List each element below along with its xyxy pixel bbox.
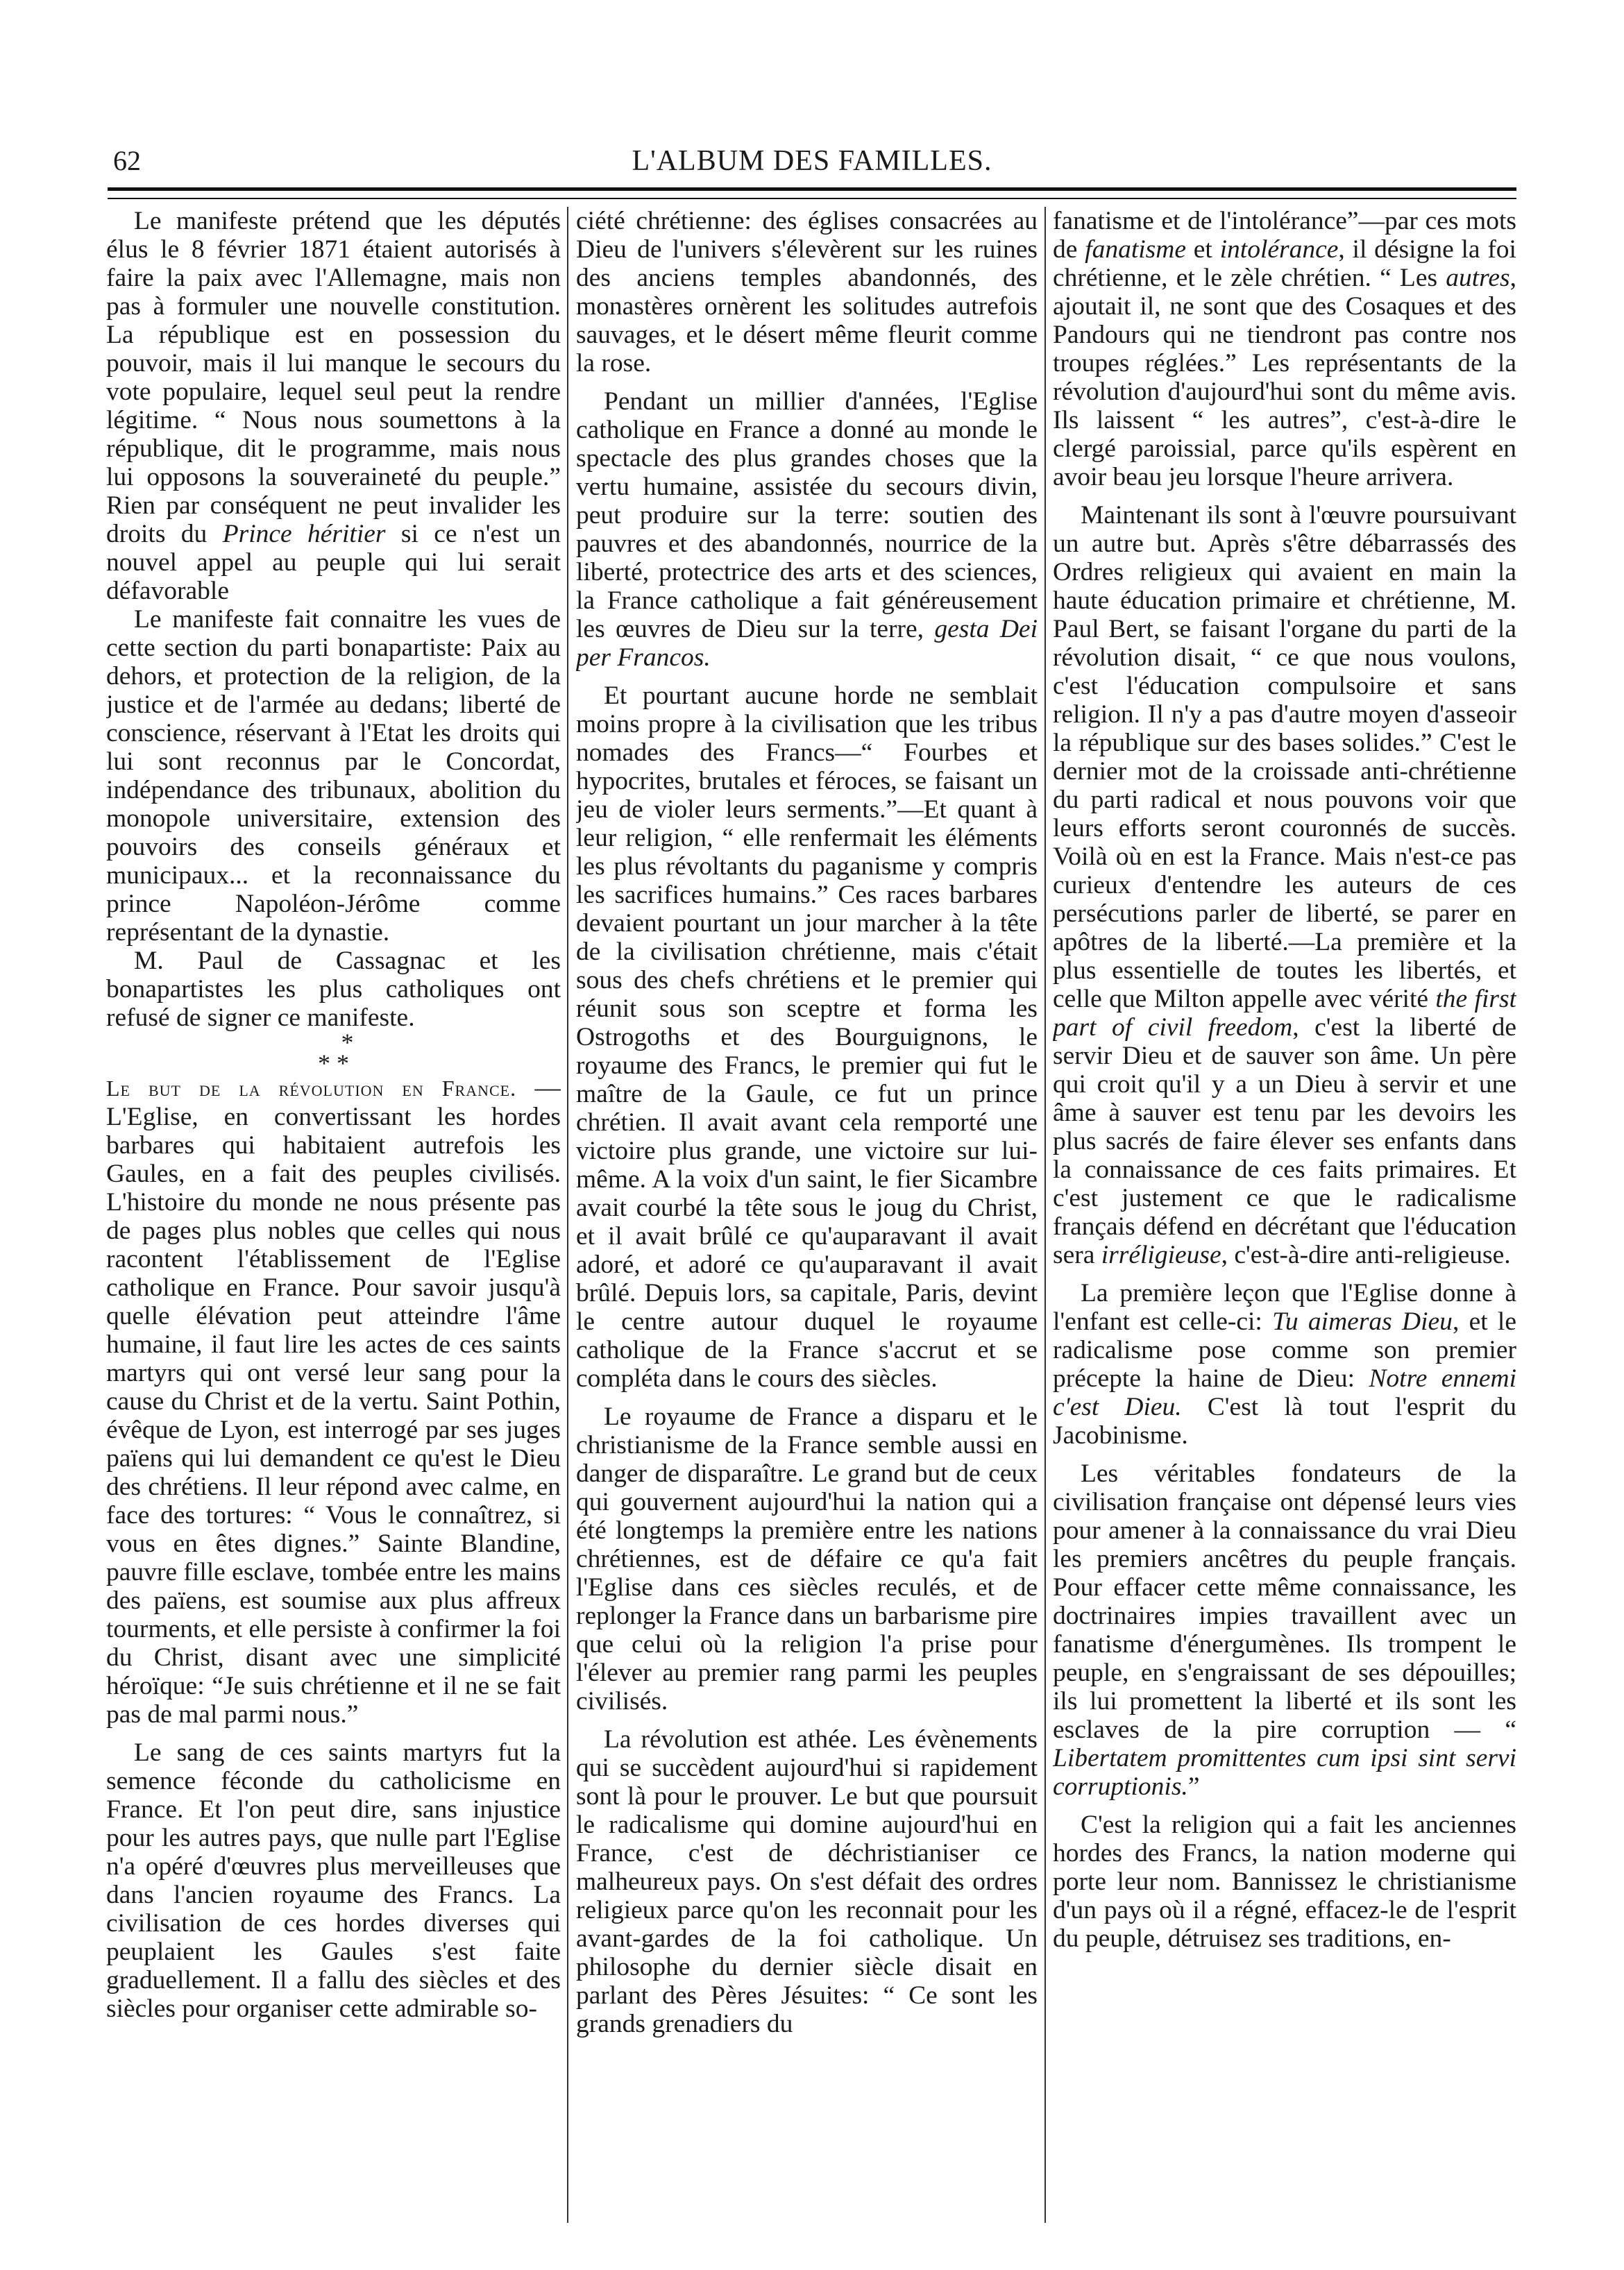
column-divider-2 [1044, 207, 1046, 2223]
page-number: 62 [113, 145, 141, 176]
paragraph: Les véritables fondateurs de la civilisation française ont dépensé leurs vies pour amener à la connaissance du vrai Dieu les premiers ancêtres du peuple français. Pour effacer cette même connaissance, les doctrinaires impies travaillent avec un fanatisme d'énergumènes. Ils trompent le peuple, en s'engraissant de ses dépouilles; ils lui promettent la liberté et ils sont les esclaves de la pire corruption — “ Libertatem promittentes cum ipsi sint servi corruptionis.” [1053, 1459, 1516, 1801]
paragraph: ciété chrétienne: des églises consacrées au Dieu de l'univers s'élevèrent sur les ruines des anciens temples abandonnés, des monastères ornèrent les solitudes autrefois sauvages, et le désert même fleurit comme la rose. [576, 207, 1038, 378]
paragraph: Le sang de ces saints martyrs fut la semence féconde du catholicisme en France. Et l'on peut dire, sans injustice pour les autres pays, que nulle part l'Eglise n'a opéré d'œuvres plus merveilleuses que dans l'ancien royaume des Francs. La civilisation de ces hordes diverses qui peuplaient les Gaules s'est faite graduellement. Il a fallu des siècles et des siècles pour organiser cette admirable so- [106, 1738, 561, 2023]
paragraph: Maintenant ils sont à l'œuvre poursuivant un autre but. Après s'être débarrassés des Ordres religieux qui avaient en main la haute éducation primaire et chrétienne, M. Paul Bert, se faisant l'organe du parti de la révolution disait, “ ce que nous voulons, c'est l'éducation compulsoire et sans religion. Il n'y a pas d'autre moyen d'asseoir la république sur des bases solides.” C'est le dernier mot de la croissade anti-chrétienne du parti radical et nous pouvons voir que leurs efforts seront couronnés de succès. Voilà où en est la France. Mais n'est-ce pas curieux d'entendre les auteurs de ces persécutions parler de liberté, se parer en apôtres de la liberté.—La première et la plus essentielle de toutes les libertés, et celle que Milton appelle avec vérité the first part of civil freedom, c'est la liberté de servir Dieu et de sauver son âme. Un père qui croit qu'il y a un Dieu à servir et une âme à sauver est tenu par les devoirs les plus sacrés de faire élever ses enfants dans la connaissance de ces faits primaires. Et c'est justement ce que le radicalisme français défend en décrétant que l'éducation sera irréligieuse, c'est-à-dire anti-religieuse. [1053, 501, 1516, 1269]
paragraph: Et pourtant aucune horde ne semblait moins propre à la civilisation que les tribus nomades des Francs—“ Fourbes et hypocrites, brutales et féroces, se faisant un jeu de violer leurs serments.”—Et quant à leur religion, “ elle renfermait les éléments les plus révoltants du paganisme y compris les sacrifices humains.” Ces races barbares devaient pourtant un jour marcher à la tête de la civilisation chrétienne, mais c'était sous des chefs chrétiens et le premier qui réunit sous son sceptre et forma les Ostrogoths et des Bourguignons, le royaume des Francs, le premier qui fut le maître de la Gaule, ce fut un prince chrétien. Il avait avant cela remporté une victoire plus grande, une victoire sur lui-même. A la voix d'un saint, le fier Sicambre avait courbé la tête sous le joug du Christ, et il avait brûlé ce qu'auparavant il avait adoré, et adoré ce qu'auparavant il avait brûlé. Depuis lors, sa capitale, Paris, devint le centre autour duquel le royaume catholique de la France s'accrut et se compléta dans le cours des siècles. [576, 681, 1038, 1393]
column-1 [106, 207, 561, 2226]
section-asterism: * * * [318, 1028, 354, 1077]
paragraph: Le royaume de France a disparu et le christianisme de la France semble aussi en danger de disparaître. Le grand but de ceux qui gouvernent aujourd'hui la nation qui a été longtemps la première entre les nations chrétiennes, est de défaire ce qu'a fait l'Eglise dans ces siècles reculés, et de replonger la France dans un barbarisme pire que celui où la religion l'a prise pour l'élever au premier rang parmi les peuples civilisés. [576, 1403, 1038, 1716]
paragraph: M. Paul de Cassagnac et les bonapartistes les plus catholiques ont refusé de signer ce manifeste. [106, 947, 561, 1032]
column-2 [576, 207, 1038, 2226]
header-double-rule [108, 187, 1516, 199]
column-divider-1 [567, 207, 568, 2223]
paragraph: Le manifeste prétend que les députés élus le 8 février 1871 étaient autorisés à faire la paix avec l'Allemagne, mais non pas à formuler une nouvelle constitution. La république est en possession du pouvoir, mais il lui manque le secours du vote populaire, lequel seul peut la rendre légitime. “ Nous nous soumettons à la république, dit le programme, mais nous lui opposons la souveraineté du peuple.” Rien par conséquent ne peut invalider les droits du Prince héritier si ce n'est un nouvel appel au peuple qui lui serait défavorable [106, 207, 561, 605]
paragraph: Le but de la révolution en France. —L'Eglise, en convertissant les hordes barbares qui habitaient autrefois les Gaules, en a fait des peuples civilisés. L'histoire du monde ne nous présente pas de pages plus nobles que celles qui nous racontent l'établissement de l'Eglise catholique en France. Pour savoir jusqu'à quelle élévation peut atteindre l'âme humaine, il faut lire les actes de ces saints martyrs qui ont versé leur sang pour la cause du Christ et de la vertu. Saint Pothin, évêque de Lyon, est interrogé par ses juges païens qui lui demandent ce qu'est le Dieu des chrétiens. Il leur répond avec calme, en face des tortures: “ Vous le connaîtrez, si vous en êtes dignes.” Sainte Blandine, pauvre fille esclave, tombée entre les mains des païens, est soumise aux plus affreux tourments, et elle persiste à confirmer la foi du Christ, disant avec une simplicité héroïque: “Je suis chrétienne et il ne se fait pas de mal parmi nous.” [106, 1074, 561, 1729]
paragraph: fanatisme et de l'intolérance”—par ces mots de fanatisme et intolérance, il désigne la foi chrétienne, et le zèle chrétien. “ Les autres, ajoutait il, ne sont que des Cosaques et des Pandours qui ne tiendront pas contre nos troupes réglées.” Les représentants de la révolution d'aujourd'hui sont du même avis. Ils laissent “ les autres”, c'est-à-dire le clergé paroissial, parce qu'ils espèrent en avoir beau jeu lorsque l'heure arrivera. [1053, 207, 1516, 491]
paragraph: La première leçon que l'Eglise donne à l'enfant est celle-ci: Tu aimeras Dieu, et le radicalisme pose comme son premier précepte la haine de Dieu: Notre ennemi c'est Dieu. C'est là tout l'esprit du Jacobinisme. [1053, 1279, 1516, 1450]
section-heading: Le but de la révolution en France. [106, 1076, 517, 1101]
paragraph: Le manifeste fait connaitre les vues de cette section du parti bonapartiste: Paix au dehors, et protection de la religion, de la justice et de l'armée au dedans; liberté de conscience, réservant à l'Etat les droits qui lui sont reconnus par le Concordat, indépendance des tribunaux, abolition du monopole universitaire, extension des pouvoirs des conseils généraux et municipaux... et la reconnaissance du prince Napoléon-Jérôme comme représentant de la dynastie. [106, 605, 561, 947]
column-3 [1053, 207, 1516, 2226]
paragraph: La révolution est athée. Les évènements qui se succèdent aujourd'hui si rapidement sont là pour le prouver. Le but que poursuit le radicalisme qui domine aujourd'hui en France, c'est de déchristianiser ce malheureux pays. On s'est défait des ordres religieux parce qu'on les reconnait pour les avant-gardes de la foi catholique. Un philosophe du dernier siècle disait en parlant des Pères Jésuites: “ Ce sont les grands grenadiers du [576, 1725, 1038, 2038]
running-head-title: L'ALBUM DES FAMILLES. [632, 145, 992, 177]
paragraph: C'est la religion qui a fait les anciennes hordes des Francs, la nation moderne qui porte leur nom. Bannissez le christianisme d'un pays où il a régné, effacez-le de l'esprit du peuple, détruisez ses traditions, en- [1053, 1811, 1516, 1953]
paragraph: Pendant un millier d'années, l'Eglise catholique en France a donné au monde le spectacle des plus grandes choses que la vertu humaine, assistée du secours divin, peut produire sur la terre: soutien des pauvres et des abandonnés, nourrice de la liberté, protectrice des arts et des sciences, la France catholique a fait généreusement les œuvres de Dieu sur la terre, gesta Dei per Francos. [576, 387, 1038, 672]
